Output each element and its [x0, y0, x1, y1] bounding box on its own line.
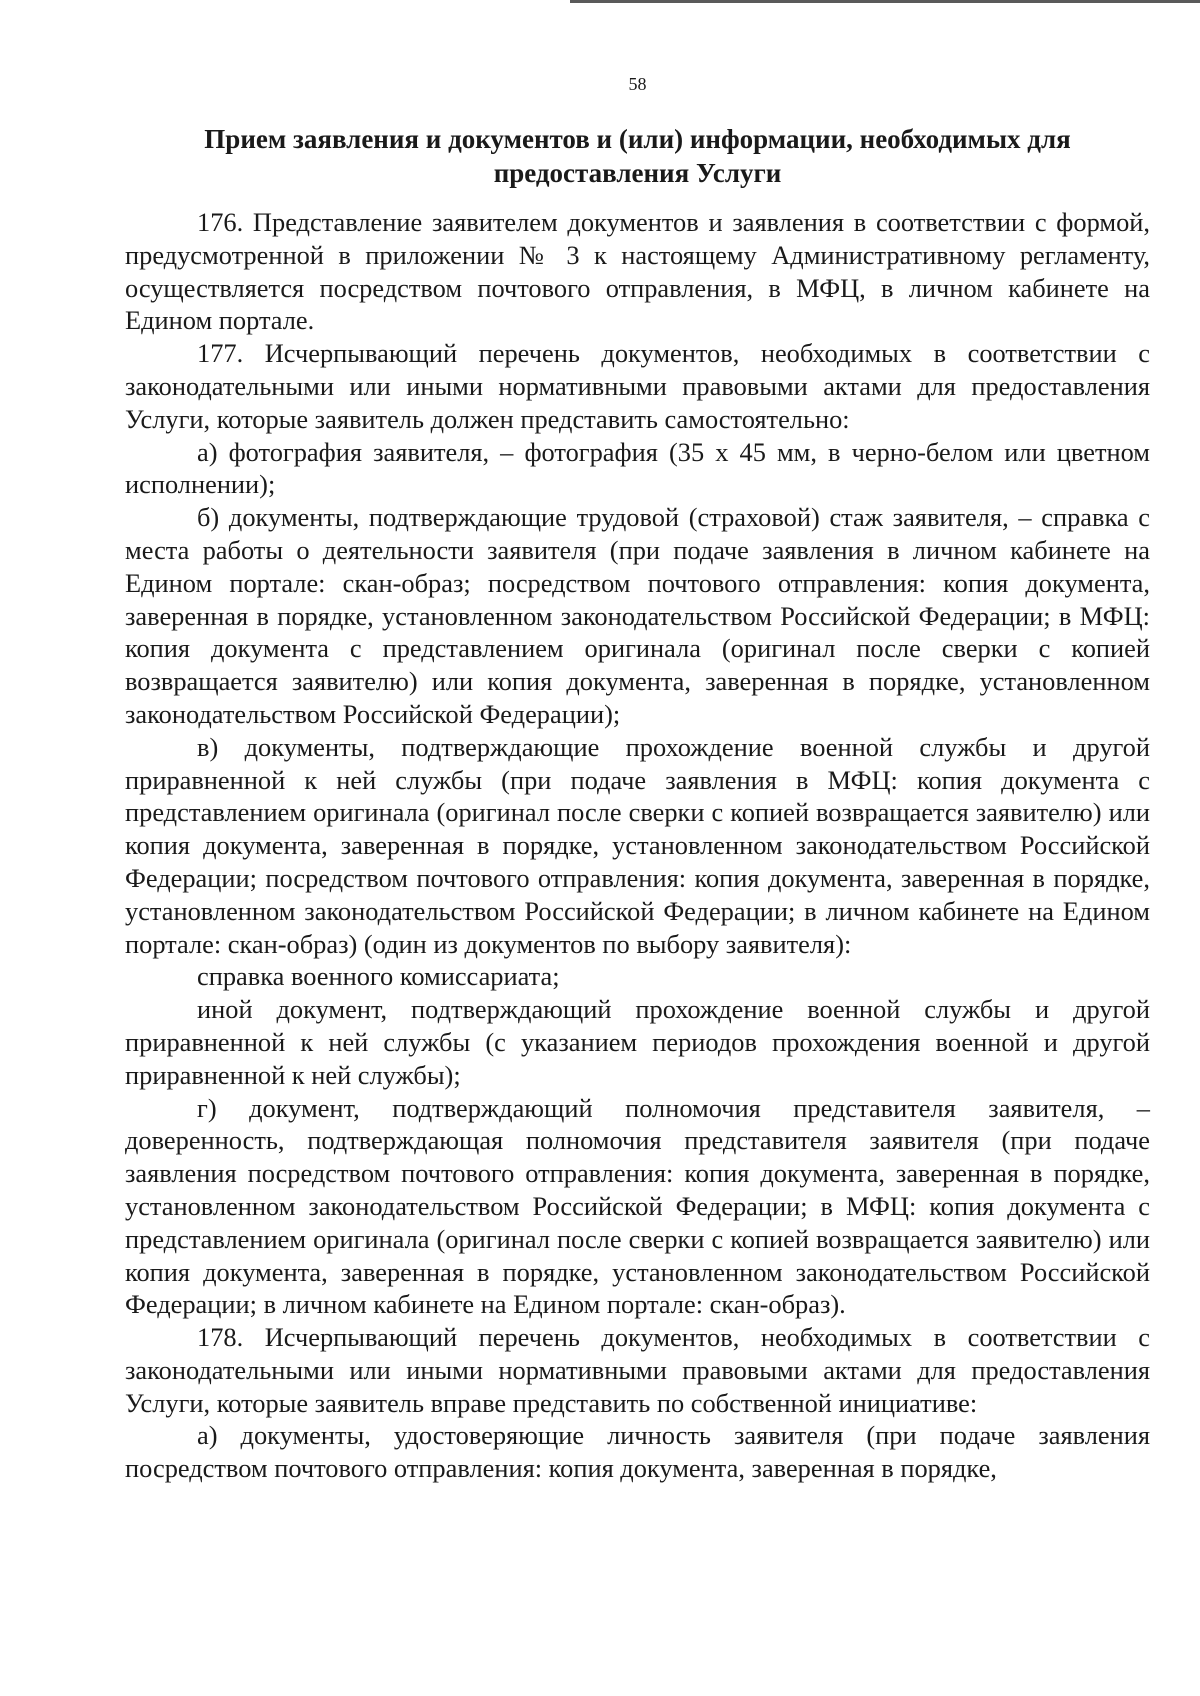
- paragraph-177-v-item-1: справка военного комиссариата;: [197, 961, 560, 992]
- page-number: 58: [628, 74, 647, 94]
- paragraph-176: 176. Представление заявителем документов и заявления в соответствии с формой, предусмотренной в приложении № 3 к настоящему Административному регламенту, осуществляется посредством почтового отправления, в МФЦ, в личном кабинете на Едином портале.: [125, 207, 1150, 336]
- document-body: [125, 206, 1150, 1485]
- section-heading: Прием заявления и документов и (или) информации, необходимых для предоставления Услуги: [204, 124, 1071, 188]
- paragraph-177-b: б) документы, подтверждающие трудовой (страховой) стаж заявителя, – справка с места работы о деятельности заявителя (при подаче заявления в личном кабинете на Едином портале: скан-образ; посредством почтового отправления: копия документа, заверенная в порядке, установленном законодательством Российской Федерации; в МФЦ: копия документа с представлением оригинала (оригинал после сверки с копией возвращается заявителю) или копия документа, заверенная в порядке, установленном законодательством Российской Федерации);: [125, 502, 1150, 729]
- paragraph-177: 177. Исчерпывающий перечень документов, необходимых в соответствии с законодательными или иными нормативными правовыми актами для предоставления Услуги, которые заявитель должен представить самостоятельно:: [125, 338, 1150, 434]
- paragraph-177-v: в) документы, подтверждающие прохождение военной службы и другой приравненной к ней службы (при подаче заявления в МФЦ: копия документа с представлением оригинала (оригинал после сверки с копией возвращается заявителю) или копия документа, заверенная в порядке, установленном законодательством Российской Федерации; посредством почтового отправления: копия документа, заверенная в порядке, установленном законодательством Российской Федерации; в личном кабинете на Едином портале: скан-образ) (один из документов по выбору заявителя):: [125, 731, 1150, 959]
- paragraph-178-a: а) документы, удостоверяющие личность заявителя (при подаче заявления посредством почтового отправления: копия документа, заверенная в порядке,: [125, 1420, 1150, 1484]
- paragraph-177-a: а) фотография заявителя, – фотография (35 х 45 мм, в черно-белом или цветном исполнении);: [125, 436, 1150, 500]
- scan-top-rule: [570, 0, 1200, 3]
- paragraph-177-g: г) документ, подтверждающий полномочия представителя заявителя, – доверенность, подтверждающая полномочия представителя заявителя (при подаче заявления посредством почтового отправления: копия документа, заверенная в порядке, установленном законодательством Российской Федерации; в МФЦ: копия документа с представлением оригинала (оригинал после сверки с копией возвращается заявителю) или копия документа, заверенная в порядке, установленном законодательством Российской Федерации; в личном кабинете на Едином портале: скан-образ).: [125, 1092, 1150, 1320]
- paragraph-178: 178. Исчерпывающий перечень документов, необходимых в соответствии с законодательными или иными нормативными правовыми актами для предоставления Услуги, которые заявитель вправе представить по собственной инициативе:: [125, 1322, 1150, 1418]
- paragraph-177-v-item-2: иной документ, подтверждающий прохождение военной службы и другой приравненной к ней службы (с указанием периодов прохождения военной и другой приравненной к ней службы);: [125, 994, 1150, 1090]
- document-page: [125, 70, 1150, 1485]
